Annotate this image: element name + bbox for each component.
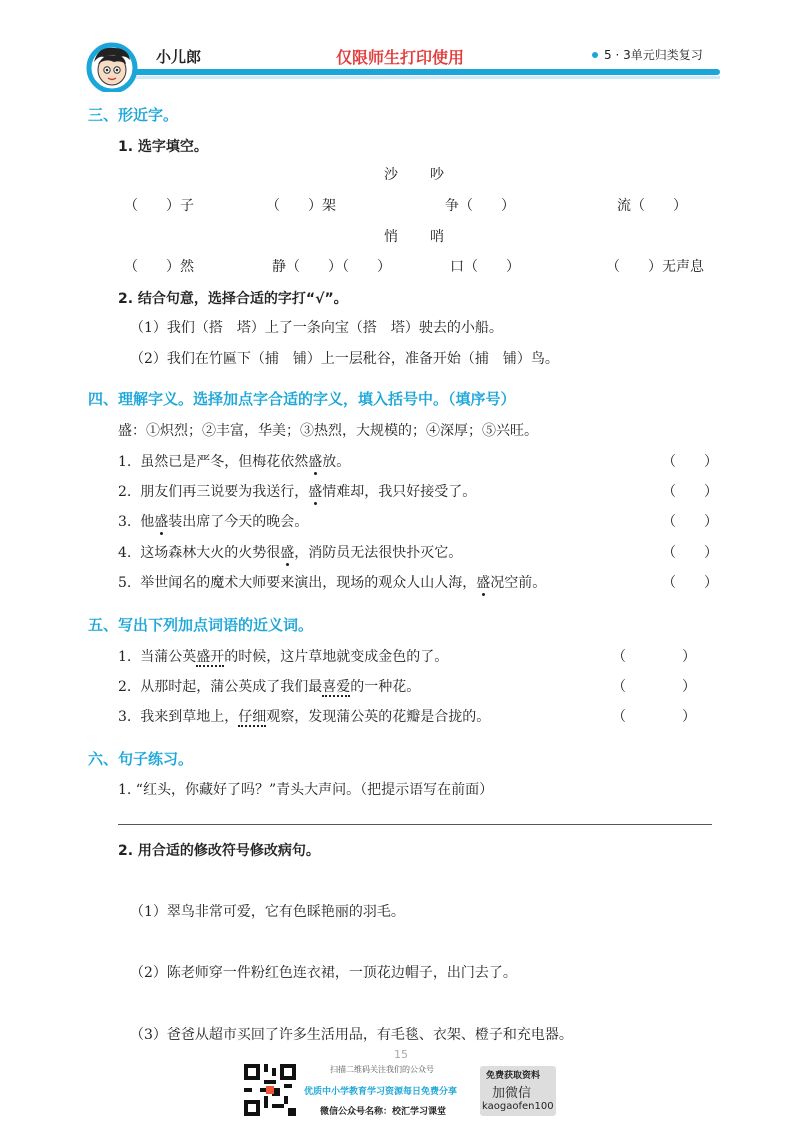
s3-row2-blank-2[interactable]: 静（ ）（ ）: [272, 259, 391, 275]
s5-item-1: [118, 646, 448, 666]
item-text-before: 这场森林大火的火势很: [140, 545, 281, 561]
s3-row1-blank-4[interactable]: 流（ ）: [617, 198, 687, 214]
footer-line-1: 扫描二维码关注我们的公众号: [330, 1065, 434, 1074]
qr-code[interactable]: [244, 1064, 296, 1116]
s4-answer-blank-4[interactable]: （ ）: [662, 545, 718, 561]
section-6-title: 六、句子练习。: [88, 750, 194, 768]
item-text-after: 情难却，我只好接受了。: [322, 484, 477, 500]
s3-row2-blank-1[interactable]: （ ）然: [124, 259, 194, 275]
s4-answer-blank-1[interactable]: （ ）: [662, 454, 718, 470]
item-text-after: 装出席了今天的晚会。: [168, 514, 309, 530]
item-number: 5.: [118, 575, 132, 591]
item-number: 4.: [118, 545, 132, 561]
item-text-before: 他: [140, 514, 155, 530]
item-number: 3.: [118, 514, 132, 530]
item-text-before: 当蒲公英: [140, 649, 197, 665]
dotted-character: 盛: [476, 575, 491, 591]
unit-label: 5 · 3单元归类复习: [604, 48, 703, 62]
item-text-before: 我来到草地上，: [140, 709, 239, 725]
s5-answer-blank-1[interactable]: （ ）: [612, 649, 696, 665]
section-5-title: 五、写出下列加点词语的近义词。: [88, 616, 314, 634]
s4-item-3: [118, 511, 308, 531]
item-text-after: 观察，发现蒲公英的花瓣是合拢的。: [266, 709, 491, 725]
item-text-before: 朋友们再三说要为我送行，: [140, 484, 309, 500]
s3-pair-1-b: 吵: [430, 167, 444, 183]
item-number: 2.: [118, 679, 132, 695]
s3-row2-blank-4[interactable]: （ ）无声息: [606, 259, 704, 275]
footer-line-3: 微信公众号名称：校汇学习课堂: [320, 1107, 447, 1117]
dotted-character: 盛: [308, 454, 323, 470]
s3-question-1: 1. 选字填空。: [118, 139, 208, 155]
s5-item-3: [118, 706, 490, 726]
s3-row1-blank-1[interactable]: （ ）子: [124, 198, 194, 214]
item-number: 1.: [118, 649, 132, 665]
s6-question-2-2: （2）陈老师穿一件粉红色连衣裙，一顶花边帽子，出门去了。: [130, 965, 517, 981]
unit-dot: [592, 52, 598, 58]
item-text-before: 举世闻名的魔术大师要来演出，现场的观众人山人海，: [140, 575, 477, 591]
footer-line-2: 优质中小学教育学习资源每日免费分享: [304, 1087, 458, 1097]
s3-pair-2-a: 悄: [384, 229, 398, 245]
s4-item-5: [118, 572, 546, 592]
brand-name: 小儿郎: [156, 48, 202, 66]
box-line-1: 免费获取资料: [486, 1071, 541, 1081]
s4-answer-blank-2[interactable]: （ ）: [662, 484, 718, 500]
item-text-after: 的一种花。: [350, 679, 421, 695]
item-text-after: ，消防员无法很快扑灭它。: [294, 545, 463, 561]
section-3-title: 三、形近字。: [88, 106, 179, 124]
s4-answer-blank-5[interactable]: （ ）: [662, 575, 718, 591]
s4-item-2: [118, 481, 476, 501]
s3-pair-2-b: 哨: [430, 229, 444, 245]
s3-question-2-1: （1）我们（搭 塔）上了一条向宝（搭 塔）驶去的小船。: [130, 320, 503, 336]
header-bar: [132, 69, 720, 75]
header: [80, 40, 720, 86]
s6-question-2-1: （1）翠鸟非常可爱，它有色睬艳丽的羽毛。: [130, 904, 405, 920]
s4-item-1: [118, 451, 350, 471]
page-number: 15: [394, 1048, 408, 1061]
s5-answer-blank-2[interactable]: （ ）: [612, 679, 696, 695]
item-number: 2.: [118, 484, 132, 500]
dotted-character: 盛: [154, 514, 169, 530]
s3-row1-blank-2[interactable]: （ ）架: [266, 198, 336, 214]
box-line-3: kaogaofen100: [482, 1101, 554, 1112]
s3-question-2: 2. 结合句意，选择合适的字打“√”。: [118, 291, 348, 307]
item-text-after: 放。: [322, 454, 351, 470]
item-text-before: 从那时起，蒲公英成了我们最: [140, 679, 323, 695]
s6-question-1: 1. “红头，你藏好了吗？”青头大声问。（把提示语写在前面）: [118, 782, 494, 798]
s6-answer-line[interactable]: [118, 824, 712, 825]
s5-answer-blank-3[interactable]: （ ）: [612, 709, 696, 725]
dotted-word: 盛开: [196, 649, 225, 665]
s3-pair-1-a: 沙: [384, 167, 398, 183]
s4-item-4: [118, 542, 462, 562]
print-notice: 仅限师生打印使用: [336, 48, 465, 67]
item-text-after: 况空前。: [490, 575, 547, 591]
item-text-after: 的时候，这片草地就变成金色的了。: [224, 649, 449, 665]
s3-row2-blank-3[interactable]: 口（ ）: [450, 259, 520, 275]
s4-definition: 盛：①炽烈；②丰富，华美；③热烈，大规模的；④深厚；⑤兴旺。: [118, 423, 538, 439]
box-line-2: 加微信: [492, 1086, 532, 1101]
item-text-before: 虽然已是严冬，但梅花依然: [140, 454, 309, 470]
dotted-word: 仔细: [238, 709, 267, 725]
s3-row1-blank-3[interactable]: 争（ ）: [445, 198, 515, 214]
boy-mascot-logo: [80, 40, 146, 92]
s6-question-2: 2. 用合适的修改符号修改病句。: [118, 843, 320, 859]
dotted-character: 盛: [308, 484, 323, 500]
wechat-box[interactable]: [480, 1066, 556, 1116]
item-number: 3.: [118, 709, 132, 725]
section-4-title: 四、理解字义。选择加点字合适的字义，填入括号中。（填序号）: [88, 390, 516, 408]
dotted-character: 盛: [280, 545, 295, 561]
item-number: 1.: [118, 454, 132, 470]
dotted-word: 喜爱: [322, 679, 351, 695]
s4-answer-blank-3[interactable]: （ ）: [662, 514, 718, 530]
header-bar-white: [136, 76, 720, 79]
s5-item-2: [118, 676, 420, 696]
s6-question-2-3: （3）爸爸从超市买回了许多生活用品，有毛毯、衣架、橙子和充电器。: [130, 1027, 573, 1043]
s3-question-2-2: （2）我们在竹匾下（捕 铺）上一层秕谷，准备开始（捕 铺）鸟。: [130, 351, 559, 367]
